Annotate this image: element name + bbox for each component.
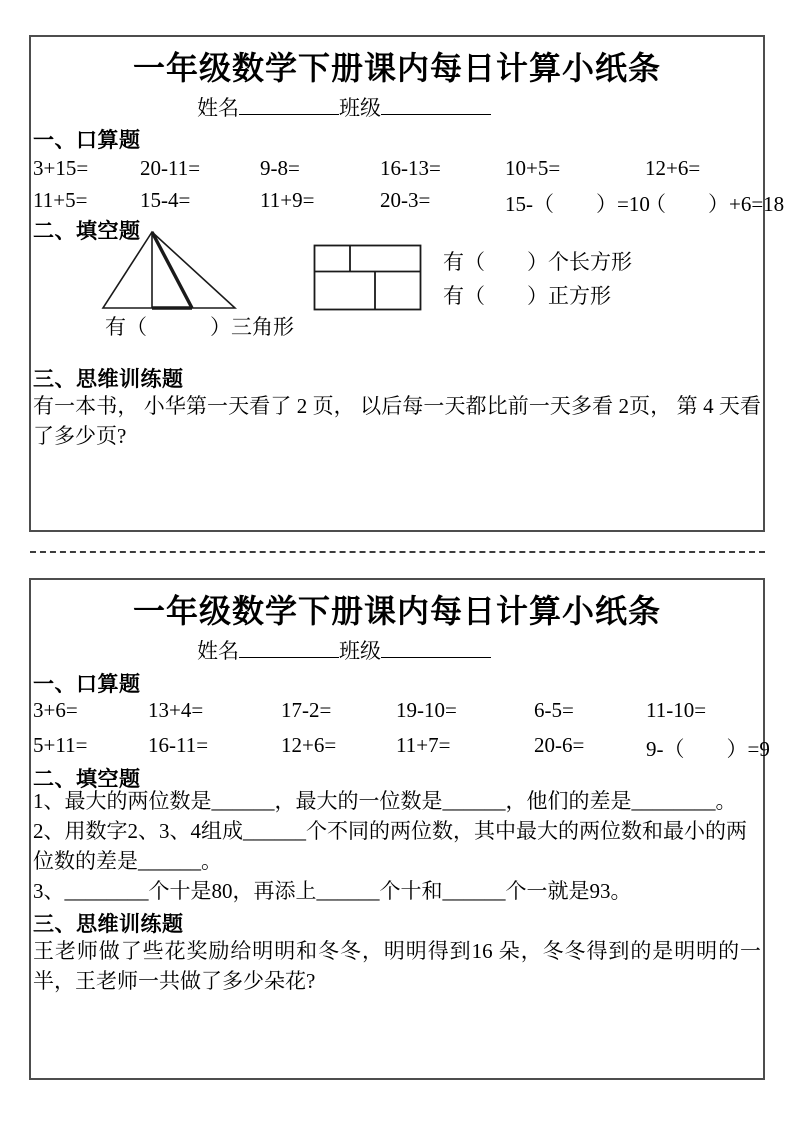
oral-problem: 15-（ ）=10 <box>505 192 650 216</box>
thinking-problem-text: 王老师做了些花奖励给明明和冬冬，明明得到16 朵，冬冬得到的是明明的一半，王老师一共做了多少朵花? <box>33 939 761 993</box>
rectangle-figure <box>313 244 423 312</box>
oral-problem: （ ）+6=18 <box>645 192 785 216</box>
oral-problem: 20-3= <box>380 188 431 212</box>
fill-item-1: 1、最大的两位数是______，最大的一位数是______，他们的差是________。 <box>33 789 737 813</box>
class-label: 班级 <box>339 639 381 663</box>
oral-problem: 12+6= <box>645 156 701 180</box>
oral-problem: 11+9= <box>260 188 315 212</box>
worksheet-title: 一年级数学下册课内每日计算小纸条 <box>132 50 661 86</box>
name-label: 姓名 <box>197 639 239 663</box>
oral-problem: 9-8= <box>260 156 300 180</box>
fill-section-heading: 二、填空题 <box>33 768 141 791</box>
fill-section-heading: 二、填空题 <box>33 220 141 243</box>
class-blank-line <box>381 636 491 658</box>
oral-problem: 11+5= <box>33 188 88 212</box>
worksheet-card-2 <box>29 578 770 1080</box>
oral-problem: 17-2= <box>281 698 332 722</box>
thinking-problem-text: 有一本书， 小华第一天看了 2 页， 以后每一天都比前一天多看 2页， 第 4 天看了多少页? <box>33 394 761 448</box>
thinking-section-heading: 三、思维训练题 <box>33 913 184 936</box>
oral-problem: 5+11= <box>33 733 88 757</box>
class-blank-line <box>381 93 491 115</box>
oral-row-1 <box>33 698 761 723</box>
class-label: 班级 <box>339 96 381 120</box>
oral-problem: 3+6= <box>33 698 78 722</box>
fill-items <box>33 786 761 906</box>
name-blank-line <box>239 93 339 115</box>
oral-problem: 6-5= <box>534 698 574 722</box>
oral-section-heading: 一、口算题 <box>33 129 141 152</box>
name-blank-line <box>239 636 339 658</box>
oral-problem: 9-（ ）=9 <box>646 737 770 761</box>
worksheet-card-1 <box>29 35 785 532</box>
thinking-section-heading: 三、思维训练题 <box>33 368 184 391</box>
rectangle-caption-1: 有（ ）个长方形 <box>443 250 632 274</box>
oral-problem: 11-10= <box>646 698 707 722</box>
oral-section-heading: 一、口算题 <box>33 673 141 696</box>
triangle-caption: 有（ ）三角形 <box>105 315 294 339</box>
oral-problem: 20-6= <box>534 733 585 757</box>
oral-problem: 20-11= <box>140 156 201 180</box>
fill-item-2: 2、用数字2、3、4组成______个不同的两位数，其中最大的两位数和最小的两位数的差是______。 <box>33 819 747 873</box>
oral-problem: 11+7= <box>396 733 451 757</box>
oral-problem: 19-10= <box>396 698 457 722</box>
rectangle-caption-2: 有（ ）正方形 <box>443 284 611 308</box>
triangle-figure <box>101 230 237 312</box>
dashed-cut-line <box>30 551 765 553</box>
name-class-line <box>197 635 491 665</box>
oral-problem: 12+6= <box>281 733 337 757</box>
fill-item-3: 3、________个十是80，再添上______个十和______个一就是93。 <box>33 879 632 903</box>
name-label: 姓名 <box>197 96 239 120</box>
oral-problem: 3+15= <box>33 156 89 180</box>
worksheet-title: 一年级数学下册课内每日计算小纸条 <box>132 593 661 629</box>
oral-row-1 <box>33 156 761 181</box>
oral-problem: 10+5= <box>505 156 561 180</box>
oral-problem: 16-13= <box>380 156 441 180</box>
oral-row-2 <box>33 733 770 763</box>
oral-row-2 <box>33 188 785 218</box>
oral-problem: 13+4= <box>148 698 204 722</box>
oral-problem: 15-4= <box>140 188 191 212</box>
oral-problem: 16-11= <box>148 733 209 757</box>
name-class-line <box>197 92 491 122</box>
